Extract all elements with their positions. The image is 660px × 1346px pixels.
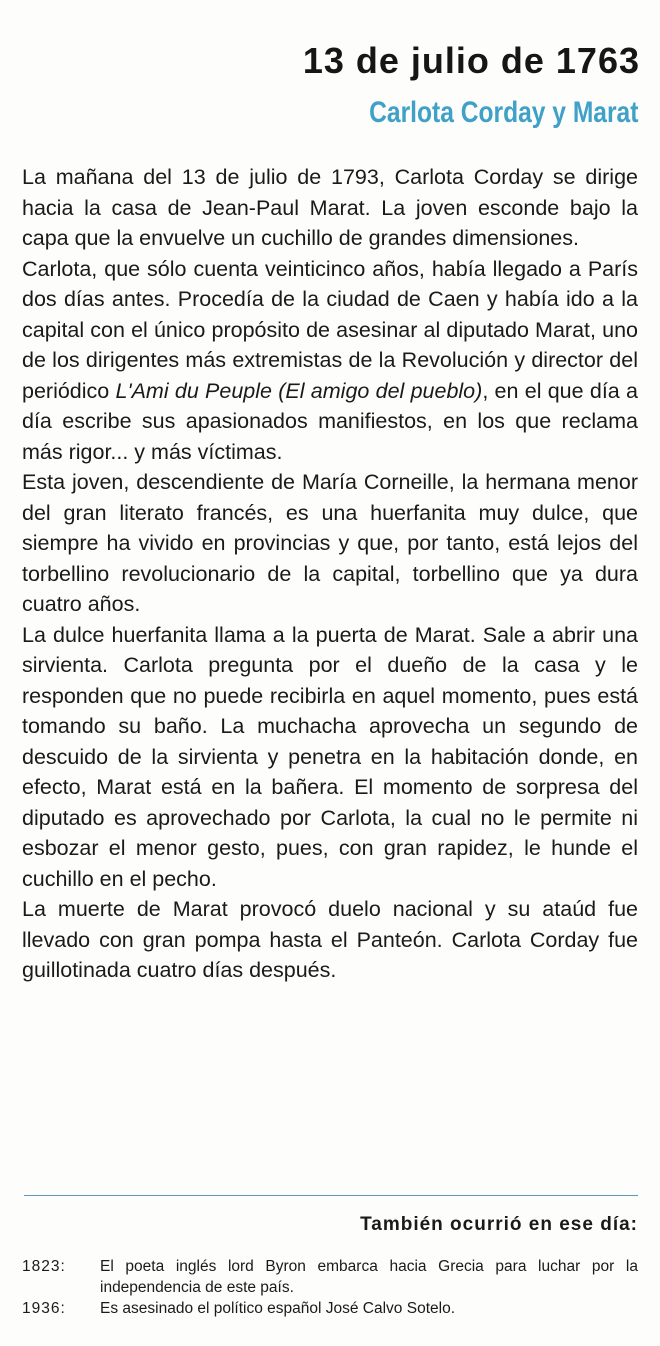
paragraph-4: La dulce huerfanita llama a la puerta de Marat. Sale a abrir una sirvienta. Carlota pregunta por el dueño de la casa y le responden que no puede recibirla en aquel momento, pues está tomando su baño. La muchacha aprovecha un segundo de descuido de la sirvienta y penetra en la habitación donde, en efecto, Marat está en la bañera. El momento de sorpresa del diputado es aprovechado por Carlota, la cual no le permite ni esbozar el menor gesto, pues, con gran rapidez, le hunde el cuchillo en el pecho. [22,622,638,891]
article-body [22,162,638,986]
events-list [22,1256,638,1319]
event-year: 1936: [22,1300,66,1317]
event-item [22,1256,638,1298]
paragraph-2 [22,254,638,468]
event-text: Es asesinado el político español José Calvo Sotelo. [100,1300,455,1317]
newspaper-title: L'Ami du Peuple (El amigo del pueblo) [115,378,483,403]
event-year: 1823: [22,1258,66,1275]
article-subtitle: Carlota Corday y Marat [368,96,638,129]
paragraph-3: Esta joven, descendiente de María Corneille, la hermana menor del gran literato francés, es una huerfanita muy dulce, que siempre ha vivido en provincias y que, por tanto, está lejos del torbellino revolucionario de la capital, torbellino que ya dura cuatro años. [22,470,638,616]
event-text: El poeta inglés lord Byron embarca hacia Grecia para luchar por la independencia de este país. [100,1258,638,1296]
section-divider [24,1195,638,1196]
paragraph-2-text-end: , en el que día a día escribe sus apasionados manifiestos, en los que reclama más rigor... y más víctimas. [22,378,638,464]
event-item [22,1298,638,1319]
paragraph-5: La muerte de Marat provocó duelo nacional y su ataúd fue llevado con gran pompa hasta el Panteón. Carlota Corday fue guillotinada cuatro días después. [22,897,638,982]
date-title: 13 de julio de 1763 [302,40,640,81]
also-happened-heading: También ocurrió en ese día: [360,1214,638,1235]
paragraph-1: La mañana del 13 de julio de 1793, Carlota Corday se dirige hacia la casa de Jean-Paul Marat. La joven esconde bajo la capa que la envuelve un cuchillo de grandes dimensiones. [22,165,638,250]
paragraph-2-text-start: Carlota, que sólo cuenta veinticinco años, había llegado a París dos días antes. Procedía de la ciudad de Caen y había ido a la capital con el único propósito de asesinar al diputado Marat, uno de los dirigentes más extremistas de la Revolución y director del periódico [22,256,638,403]
